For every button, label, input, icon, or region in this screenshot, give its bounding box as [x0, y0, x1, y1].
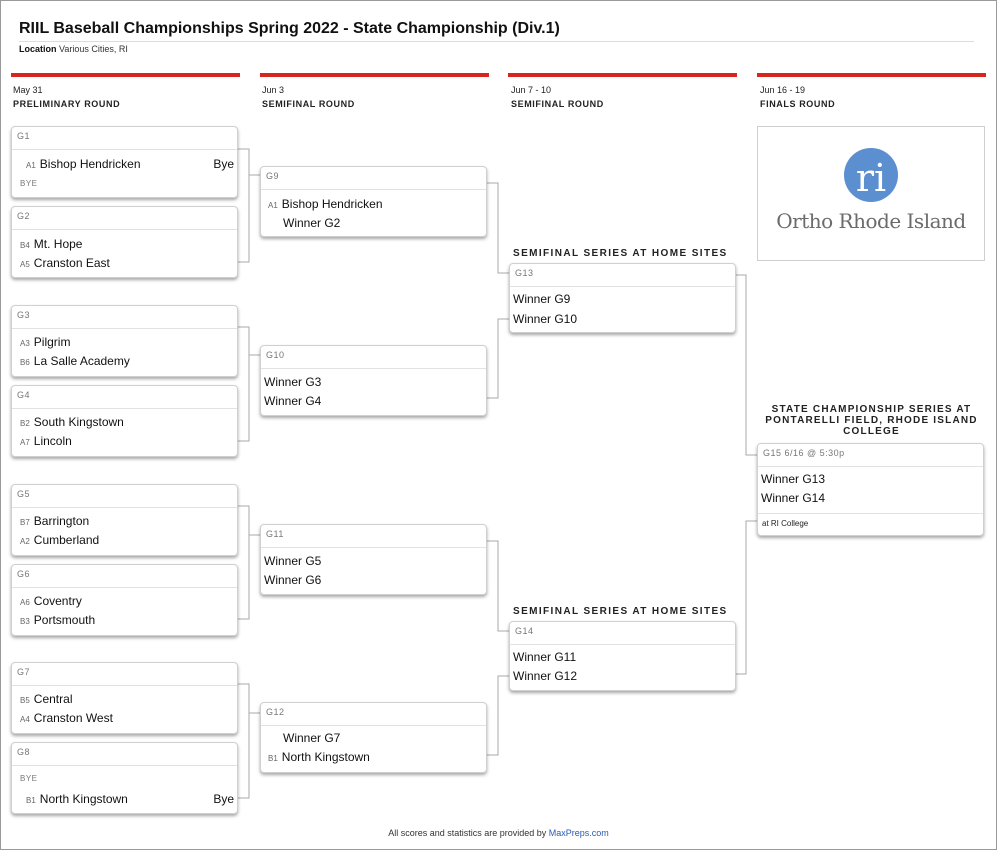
team-seed: A2: [20, 537, 30, 546]
game-label: G5: [17, 489, 31, 499]
round-date-4: Jun 16 - 19: [760, 85, 806, 95]
team-slot[interactable]: [20, 533, 237, 551]
team-name: La Salle Academy: [33, 354, 130, 368]
game-label: G14: [515, 626, 534, 636]
game-g1[interactable]: [11, 126, 238, 198]
game-divider: [261, 725, 486, 726]
page-title: RIIL Baseball Championships Spring 2022 - State Championship (Div.1): [19, 20, 560, 37]
game-divider: [12, 685, 237, 686]
team-seed: B1: [26, 796, 36, 805]
team-result: Bye: [213, 157, 234, 171]
team-name: Pilgrim: [33, 335, 71, 349]
team-seed: B2: [20, 419, 30, 428]
team-slot[interactable]: [20, 237, 237, 255]
location-label: Location: [19, 44, 57, 54]
team-name: Winner G9: [513, 292, 571, 306]
game-label: G6: [17, 569, 31, 579]
game-g8[interactable]: [11, 742, 238, 814]
team-name: Bishop Hendricken: [39, 157, 141, 171]
connector-g11-g14: [487, 541, 509, 631]
team-slot[interactable]: [20, 594, 237, 612]
team-slot[interactable]: [513, 292, 735, 310]
connector-g12-g14: [487, 676, 509, 755]
team-name: North Kingstown: [281, 750, 370, 764]
round-date-1: May 31: [13, 85, 43, 95]
team-name: Winner G13: [761, 472, 826, 486]
svg-text:ri: ri: [855, 156, 887, 200]
game-label: G15 6/16 @ 5:30p: [763, 448, 845, 458]
round-date-3: Jun 7 - 10: [511, 85, 552, 95]
team-slot[interactable]: [264, 573, 486, 591]
team-slot[interactable]: [20, 335, 237, 353]
game-divider: [12, 229, 237, 230]
team-slot[interactable]: [268, 197, 486, 215]
team-seed: A6: [20, 598, 30, 607]
game-divider: [261, 189, 486, 190]
bye-slot: BYE: [20, 179, 38, 188]
team-name: Central: [33, 692, 73, 706]
team-slot[interactable]: [20, 613, 237, 631]
team-slot[interactable]: [268, 750, 486, 768]
game-label: G8: [17, 747, 31, 757]
connector-g2-g9: [238, 175, 249, 262]
game-label: G13: [515, 268, 534, 278]
team-slot[interactable]: [20, 354, 237, 372]
team-slot[interactable]: [264, 554, 486, 572]
team-slot[interactable]: [761, 472, 983, 490]
team-name: Cranston West: [33, 711, 113, 725]
round-name-1: PRELIMINARY ROUND: [13, 99, 121, 109]
game-g3[interactable]: [11, 305, 238, 377]
game-divider: [12, 408, 237, 409]
team-slot[interactable]: [20, 415, 237, 433]
game-label: G7: [17, 667, 31, 677]
team-name: Winner G3: [264, 375, 322, 389]
team-name: Cumberland: [33, 533, 100, 547]
ortho-logo-icon: [758, 127, 986, 207]
team-seed: B7: [20, 518, 30, 527]
team-slot[interactable]: [20, 711, 237, 729]
team-name: Winner G14: [761, 491, 826, 505]
game-label: G4: [17, 390, 31, 400]
footer-text: All scores and statistics are provided by: [388, 828, 547, 838]
game-g10[interactable]: [260, 345, 487, 416]
team-slot[interactable]: [20, 256, 237, 274]
team-name: Coventry: [33, 594, 82, 608]
team-name: Winner G10: [513, 312, 578, 326]
maxpreps-link[interactable]: MaxPreps.com: [548, 828, 609, 838]
series-header-g15: STATE CHAMPIONSHIP SERIES AT PONTARELLI FIELD, RHODE ISLAND COLLEGE: [765, 404, 978, 437]
location-value: Various Cities, RI: [59, 44, 128, 54]
team-name: Lincoln: [33, 434, 72, 448]
game-label: G11: [266, 529, 284, 539]
team-name: Winner G6: [264, 573, 322, 587]
team-seed: A7: [20, 438, 30, 447]
team-name: Winner G5: [264, 554, 322, 568]
connector-g13-g15: [736, 275, 757, 455]
team-slot[interactable]: [264, 375, 486, 393]
game-divider: [12, 149, 237, 150]
connector-g9-g13: [487, 183, 509, 273]
game-g4[interactable]: [11, 385, 238, 457]
team-slot[interactable]: [26, 792, 237, 810]
game-label: G12: [266, 707, 285, 717]
team-name: Cranston East: [33, 256, 110, 270]
connector-g5-g11: [238, 506, 260, 535]
game-divider: [510, 286, 735, 287]
game-label: G9: [266, 171, 280, 181]
team-name: Winner G12: [513, 669, 578, 683]
team-name: Winner G2: [283, 216, 341, 230]
game-g2[interactable]: [11, 206, 238, 278]
game-footer-divider: [758, 513, 983, 514]
game-g11[interactable]: [260, 524, 487, 595]
team-seed: B5: [20, 696, 30, 705]
bye-slot: BYE: [20, 774, 38, 783]
team-slot[interactable]: [283, 216, 486, 234]
game-g14[interactable]: [509, 621, 736, 691]
series-header-g14: SEMIFINAL SERIES AT HOME SITES: [513, 606, 728, 617]
connector-g6-g11: [238, 535, 249, 619]
team-slot[interactable]: [513, 669, 735, 687]
game-label: G3: [17, 310, 31, 320]
game-g6[interactable]: [11, 564, 238, 636]
team-seed: B1: [268, 754, 278, 763]
team-seed: A1: [26, 161, 36, 170]
connector-g3-g10: [238, 327, 260, 355]
game-divider: [12, 765, 237, 766]
team-seed: B3: [20, 617, 30, 626]
game-g9[interactable]: [260, 166, 487, 237]
connector-g4-g10: [238, 355, 249, 441]
connector-g1-g9: [238, 149, 260, 175]
team-name: Mt. Hope: [33, 237, 83, 251]
game-divider: [12, 587, 237, 588]
game-divider: [758, 466, 983, 467]
connector-g14-g15: [736, 521, 757, 674]
team-slot[interactable]: [20, 434, 237, 452]
round-date-2: Jun 3: [262, 85, 285, 95]
team-seed: A1: [268, 201, 278, 210]
team-seed: A5: [20, 260, 30, 269]
game-g13[interactable]: [509, 263, 736, 333]
team-name: Winner G4: [264, 394, 322, 408]
game-divider: [261, 547, 486, 548]
page-footer: [0, 828, 997, 838]
game-label: G1: [17, 131, 31, 141]
team-slot[interactable]: [513, 650, 735, 668]
team-name: Bishop Hendricken: [281, 197, 383, 211]
connector-g7-g12: [238, 684, 260, 713]
game-label: G10: [266, 350, 285, 360]
game-divider: [510, 644, 735, 645]
round-name-2: SEMIFINAL ROUND: [262, 99, 355, 109]
team-slot[interactable]: [20, 692, 237, 710]
team-seed: A3: [20, 339, 30, 348]
sponsor-name: Ortho Rhode Island: [776, 209, 966, 233]
team-slot[interactable]: [20, 514, 237, 532]
team-slot[interactable]: [513, 312, 735, 330]
connector-g8-g12: [238, 713, 249, 798]
game-label: G2: [17, 211, 31, 221]
game-divider: [12, 328, 237, 329]
team-seed: A4: [20, 715, 30, 724]
team-slot[interactable]: [264, 394, 486, 412]
connector-g10-g13: [487, 319, 509, 398]
team-slot[interactable]: [283, 731, 486, 749]
sponsor-banner[interactable]: [757, 126, 985, 261]
team-slot[interactable]: [761, 491, 983, 509]
team-seed: B6: [20, 358, 30, 367]
game-g5[interactable]: [11, 484, 238, 556]
game-g15[interactable]: [757, 443, 984, 536]
team-name: North Kingstown: [39, 792, 128, 806]
team-seed: B4: [20, 241, 30, 250]
game-divider: [261, 368, 486, 369]
game-divider: [12, 507, 237, 508]
team-name: South Kingstown: [33, 415, 124, 429]
team-name: Barrington: [33, 514, 90, 528]
round-name-4: FINALS ROUND: [760, 99, 836, 109]
series-header-g13: SEMIFINAL SERIES AT HOME SITES: [513, 248, 728, 259]
team-slot[interactable]: [26, 157, 237, 175]
team-result: Bye: [213, 792, 234, 806]
team-name: Winner G7: [283, 731, 341, 745]
game-venue-note: at RI College: [762, 519, 809, 528]
game-g12[interactable]: [260, 702, 487, 773]
round-name-3: SEMIFINAL ROUND: [511, 99, 604, 109]
team-name: Portsmouth: [33, 613, 96, 627]
team-name: Winner G11: [513, 650, 577, 664]
game-g7[interactable]: [11, 662, 238, 734]
